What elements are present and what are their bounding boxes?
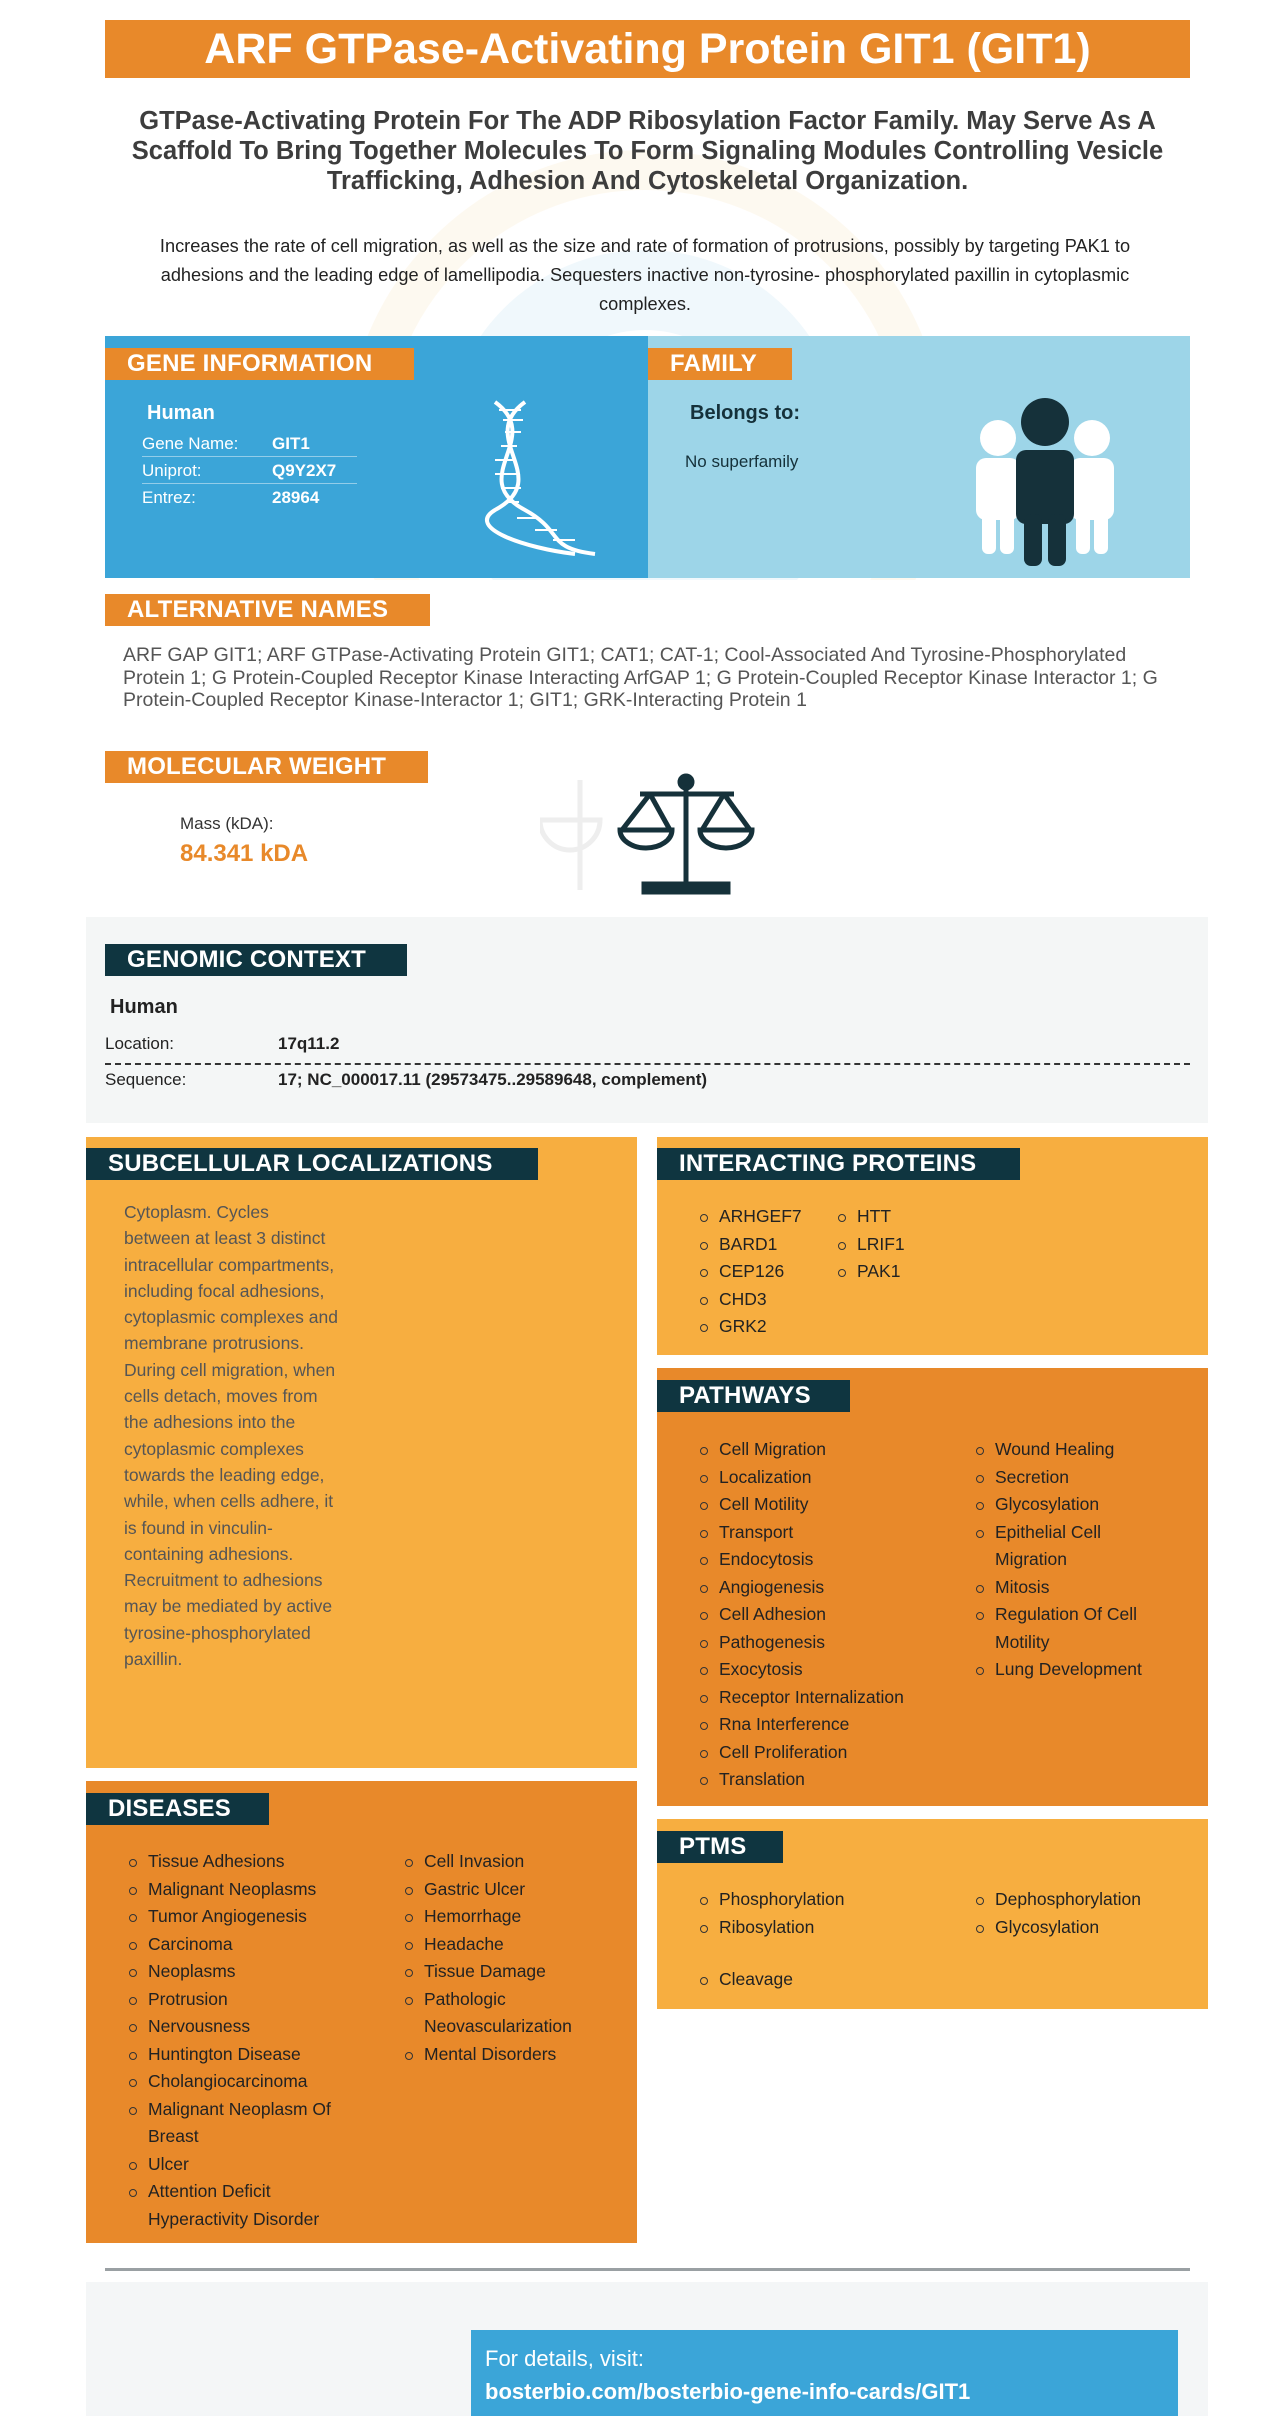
list-item: Cholangiocarcinoma [129,2068,359,2096]
sequence-label: Sequence: [105,1070,187,1089]
uniprot-label: Uniprot: [142,461,202,480]
genomic-context-heading: GENOMIC CONTEXT [105,944,407,976]
list-item: Localization [700,1464,904,1492]
list-item: Attention Deficit Hyperactivity Disorder [129,2178,329,2233]
list-item: Tissue Damage [405,1958,605,1986]
protein-function-summary: GTPase-Activating Protein For The ADP Ribosylation Factor Family. May Serve As A Scaffold To Bring Together Molecules To Form Signaling Modules Controlling Vesicle Trafficking, Adhesion And Cytoskeletal Organization. [131,107,1164,195]
list-item: Neoplasms [129,1958,359,1986]
pathways-list-1 [700,1436,904,1794]
scale-icon [540,760,770,900]
list-item: Cell Motility [700,1491,904,1519]
mass-value: 84.341 kDA [180,840,309,867]
list-item: Endocytosis [700,1546,904,1574]
list-item: Angiogenesis [700,1574,904,1602]
list-item: GRK2 [700,1313,802,1341]
details-link-box[interactable] [471,2330,1178,2416]
diseases-heading: DISEASES [86,1793,269,1825]
list-item: Exocytosis [700,1656,904,1684]
gene-name-label: Gene Name: [142,434,239,453]
list-item: Cleavage [700,1966,793,1994]
list-item: Rna Interference [700,1711,904,1739]
list-item: Glycosylation [976,1914,1141,1942]
list-item: Headache [405,1931,605,1959]
list-item: BARD1 [700,1231,802,1259]
list-item: Malignant Neoplasm Of Breast [129,2096,339,2151]
subcellular-localizations-heading: SUBCELLULAR LOCALIZATIONS [86,1148,538,1180]
list-item: Cell Adhesion [700,1601,904,1629]
location-label: Location: [105,1034,174,1053]
list-item: Wound Healing [976,1436,1176,1464]
interacting-proteins-list-1 [700,1203,802,1341]
list-item: Cell Invasion [405,1848,605,1876]
entrez-row [142,484,357,511]
molecular-weight-heading: MOLECULAR WEIGHT [105,751,428,783]
list-item: Hemorrhage [405,1903,605,1931]
pathways-list-2 [976,1436,1176,1684]
entrez-value: 28964 [272,488,320,507]
page-title: ARF GTPase-Activating Protein GIT1 (GIT1) [105,20,1190,78]
list-item: Mitosis [976,1574,1176,1602]
list-item: Gastric Ulcer [405,1876,605,1904]
dna-icon [465,398,613,558]
family-heading: FAMILY [648,348,792,380]
list-item: Transport [700,1519,904,1547]
ptms-list-3 [700,1966,793,1994]
list-item: Nervousness [129,2013,359,2041]
list-item: CEP126 [700,1258,802,1286]
list-item: Pathologic Neovascularization [405,1986,585,2041]
details-label: For details, visit: [485,2346,644,2371]
protein-description: Increases the rate of cell migration, as well as the size and rate of formation of protrusions, possibly by targeting PAK1 to adhesions and the leading edge of lamellipodia. Sequesters inactive non-tyrosine- phosphorylated paxillin in cytoplasmic complexes. [159,236,1131,314]
list-item: Lung Development [976,1656,1176,1684]
people-group-icon [970,398,1120,568]
list-item: Epithelial Cell Migration [976,1519,1176,1574]
family-value: No superfamily [685,452,799,471]
gene-species: Human [147,402,215,424]
genomic-species: Human [110,996,178,1018]
list-item: Secretion [976,1464,1176,1492]
list-item: Receptor Internalization [700,1684,904,1712]
sequence-value: 17; NC_000017.11 (29573475..29589648, complement) [278,1070,708,1089]
list-item: Regulation Of Cell Motility [976,1601,1146,1656]
list-item: Mental Disorders [405,2041,605,2069]
list-item: Cell Migration [700,1436,904,1464]
list-item: Protrusion [129,1986,359,2014]
list-item: Pathogenesis [700,1629,904,1657]
list-item: LRIF1 [838,1231,905,1259]
entrez-label: Entrez: [142,488,196,507]
gene-name-row [142,430,357,457]
gene-name-value: GIT1 [272,434,310,453]
list-item: Huntington Disease [129,2041,359,2069]
list-item: CHD3 [700,1286,802,1314]
list-item: Ribosylation [700,1914,845,1942]
list-item: PAK1 [838,1258,905,1286]
list-item: Translation [700,1766,904,1794]
mass-label: Mass (kDA): [180,814,274,833]
list-item: Malignant Neoplasms [129,1876,359,1904]
diseases-list-1 [129,1848,359,2233]
ptms-list-1 [700,1886,845,1941]
sequence-row [105,1063,1190,1097]
alternative-names-heading: ALTERNATIVE NAMES [105,594,430,626]
location-row [105,1027,1190,1061]
list-item: Tissue Adhesions [129,1848,359,1876]
subcellular-localizations-text: Cytoplasm. Cycles between at least 3 distinct intracellular compartments, including focal adhesions, cytoplasmic complexes and membrane protrusions. During cell migration, when cells detach, moves from the adhesions into the cytoplasmic complexes towards the leading edge, while, when cells adhere, it is found in vinculin-containing adhesions. Recruitment to adhesions may be mediated by active tyrosine-phosphorylated paxillin. [124,1202,338,1670]
location-value: 17q11.2 [278,1034,340,1053]
footer-divider [105,2268,1190,2271]
interacting-proteins-heading: INTERACTING PROTEINS [657,1148,1020,1180]
list-item: Cell Proliferation [700,1739,904,1767]
ptms-heading: PTMS [657,1831,783,1863]
gene-information-heading: GENE INFORMATION [105,348,414,380]
list-item: Glycosylation [976,1491,1176,1519]
details-url-link[interactable]: bosterbio.com/bosterbio-gene-info-cards/GIT1 [485,2379,971,2404]
list-item: Ulcer [129,2151,359,2179]
ptms-list-2 [976,1886,1141,1941]
list-item: Dephosphorylation [976,1886,1141,1914]
pathways-heading: PATHWAYS [657,1380,850,1412]
list-item: HTT [838,1203,905,1231]
list-item: Phosphorylation [700,1886,845,1914]
list-item: Tumor Angiogenesis [129,1903,359,1931]
uniprot-value: Q9Y2X7 [272,461,337,480]
list-item: ARHGEF7 [700,1203,802,1231]
alternative-names-text: ARF GAP GIT1; ARF GTPase-Activating Protein GIT1; CAT1; CAT-1; Cool-Associated And Tyrosine-Phosphorylated Protein 1; G Protein-Coupled Receptor Kinase Interacting ArfGAP 1; G Protein-Coupled Receptor Kinase Interactor 1; G Protein-Coupled Receptor Kinase-Interactor 1; GIT1; GRK-Interacting Protein 1 [123,644,1158,711]
list-item: Carcinoma [129,1931,359,1959]
uniprot-row [142,457,357,484]
family-belongs-label: Belongs to: [690,402,800,424]
diseases-list-2 [405,1848,605,2068]
interacting-proteins-list-2 [838,1203,905,1286]
